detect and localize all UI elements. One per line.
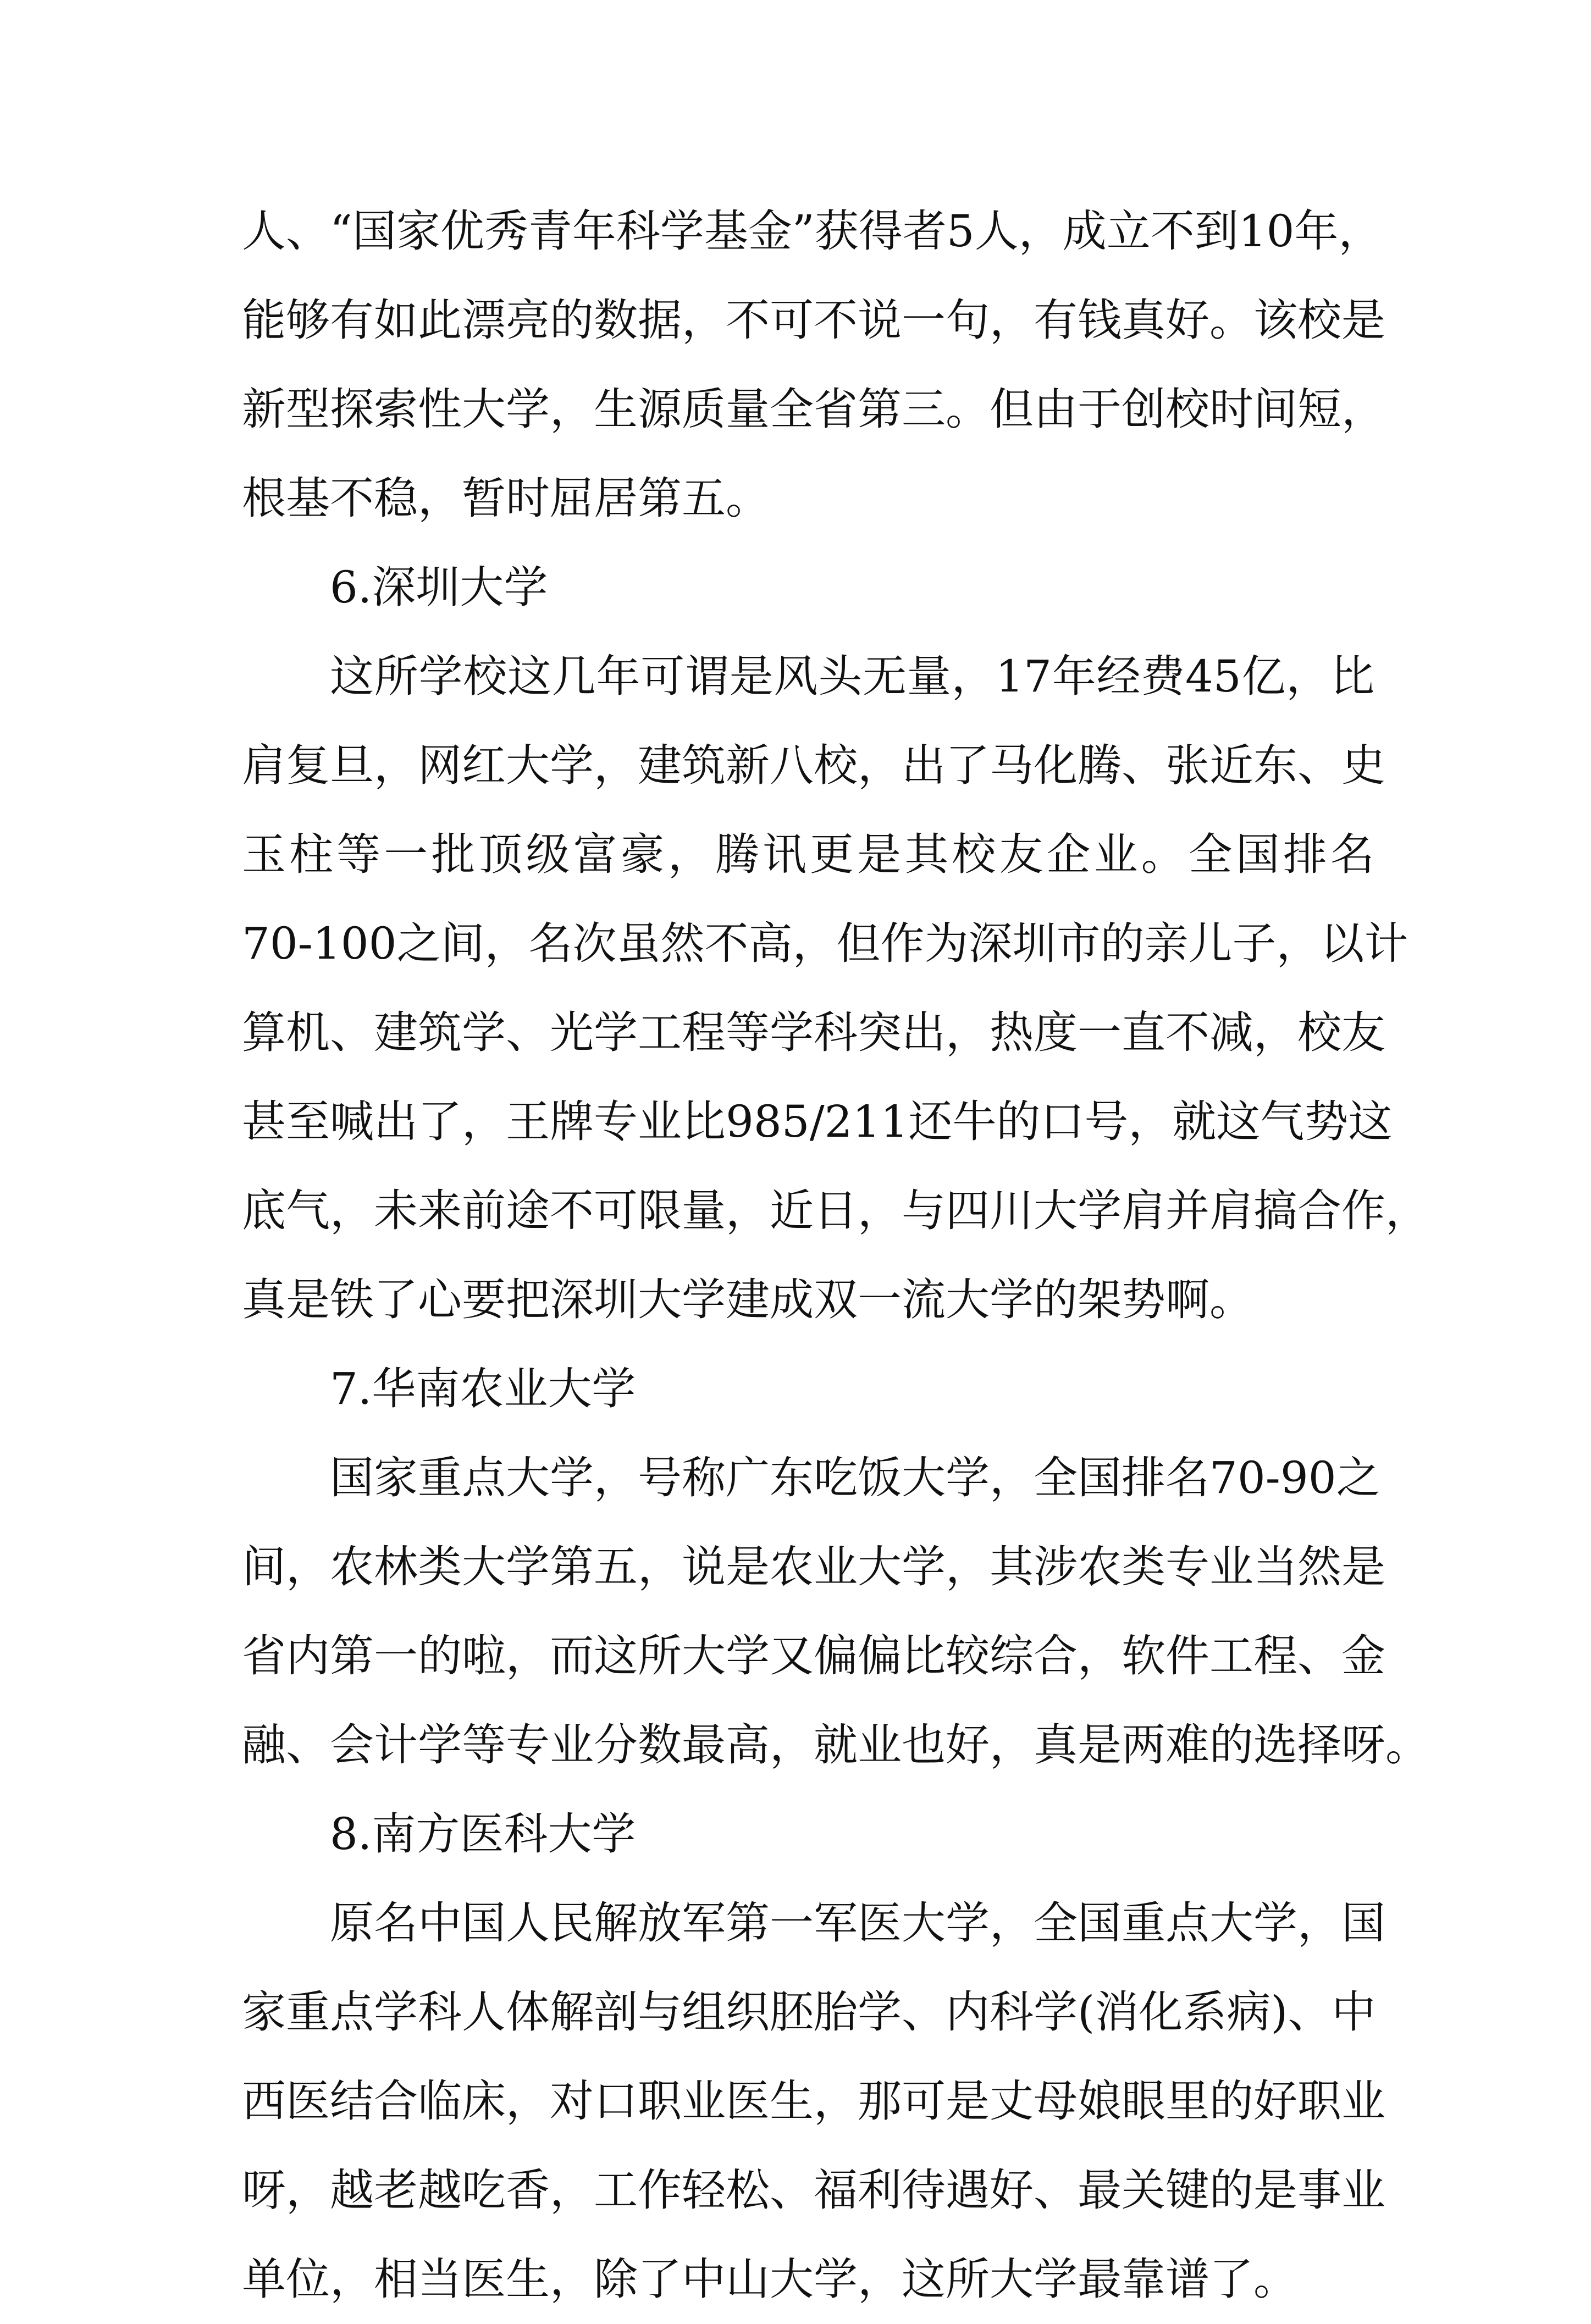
text-line: 省内第一的啦，而这所大学又偏偏比较综合，软件工程、金 (242, 1630, 1385, 1681)
text-line: 甚至喊出了，王牌专业比985/211还牛的口号，就这气势这 (242, 1096, 1393, 1147)
text-line: 西医结合临床，对口职业医生，那可是丈母娘眼里的好职业 (242, 2076, 1385, 2127)
text-line: 底气，未来前途不可限量，近日，与四川大学肩并肩搞合作， (242, 1185, 1429, 1236)
text-line: 家重点学科人体解剖与组织胚胎学、内科学(消化系病)、中 (242, 1987, 1376, 2038)
text-line: 人、“国家优秀青年科学基金”获得者5人，成立不到10年， (242, 206, 1383, 257)
text-line: 能够有如此漂亮的数据，不可不说一句，有钱真好。该校是 (242, 295, 1385, 346)
text-line: 玉柱等一批顶级富豪，腾讯更是其校友企业。全国排名 (242, 829, 1374, 880)
text-line: 间，农林类大学第五，说是农业大学，其涉农类专业当然是 (242, 1541, 1385, 1592)
text-line: 单位，相当医生，除了中山大学，这所大学最靠谱了。 (242, 2254, 1297, 2305)
document-body (242, 187, 1429, 2324)
text-line: 原名中国人民解放军第一军医大学，全国重点大学，国 (330, 1897, 1385, 1949)
paragraph-shenzhen-university (242, 632, 1429, 1344)
text-line: 算机、建筑学、光学工程等学科突出，热度一直不减，校友 (242, 1007, 1385, 1058)
section-heading-7: 7.华南农业大学 (330, 1363, 636, 1414)
text-line: 根基不稳，暂时屈居第五。 (242, 473, 770, 524)
text-line: 真是铁了心要把深圳大学建成双一流大学的架势啊。 (242, 1274, 1253, 1325)
text-line: 国家重点大学，号称广东吃饭大学，全国排名70-90之 (330, 1452, 1380, 1503)
text-line: 肩复旦，网红大学，建筑新八校，出了马化腾、张近东、史 (242, 740, 1385, 791)
text-line: 呀，越老越吃香，工作轻松、福利待遇好、最关键的是事业 (242, 2165, 1385, 2216)
text-line: 70-100之间，名次虽然不高，但作为深圳市的亲儿子，以计 (242, 918, 1408, 969)
section-heading-8: 8.南方医科大学 (330, 1808, 636, 1860)
text-line: 这所学校这几年可谓是风头无量，17年经费45亿，比 (330, 651, 1374, 702)
paragraph-intro-continued (242, 187, 1385, 543)
section-heading-6: 6.深圳大学 (330, 562, 548, 613)
paragraph-south-china-agricultural (242, 1434, 1429, 1790)
text-line: 新型探索性大学，生源质量全省第三。但由于创校时间短， (242, 384, 1385, 435)
text-line: 融、会计学等专业分数最高，就业也好，真是两难的选择呀。 (242, 1719, 1429, 1770)
paragraph-southern-medical (242, 1879, 1385, 2324)
